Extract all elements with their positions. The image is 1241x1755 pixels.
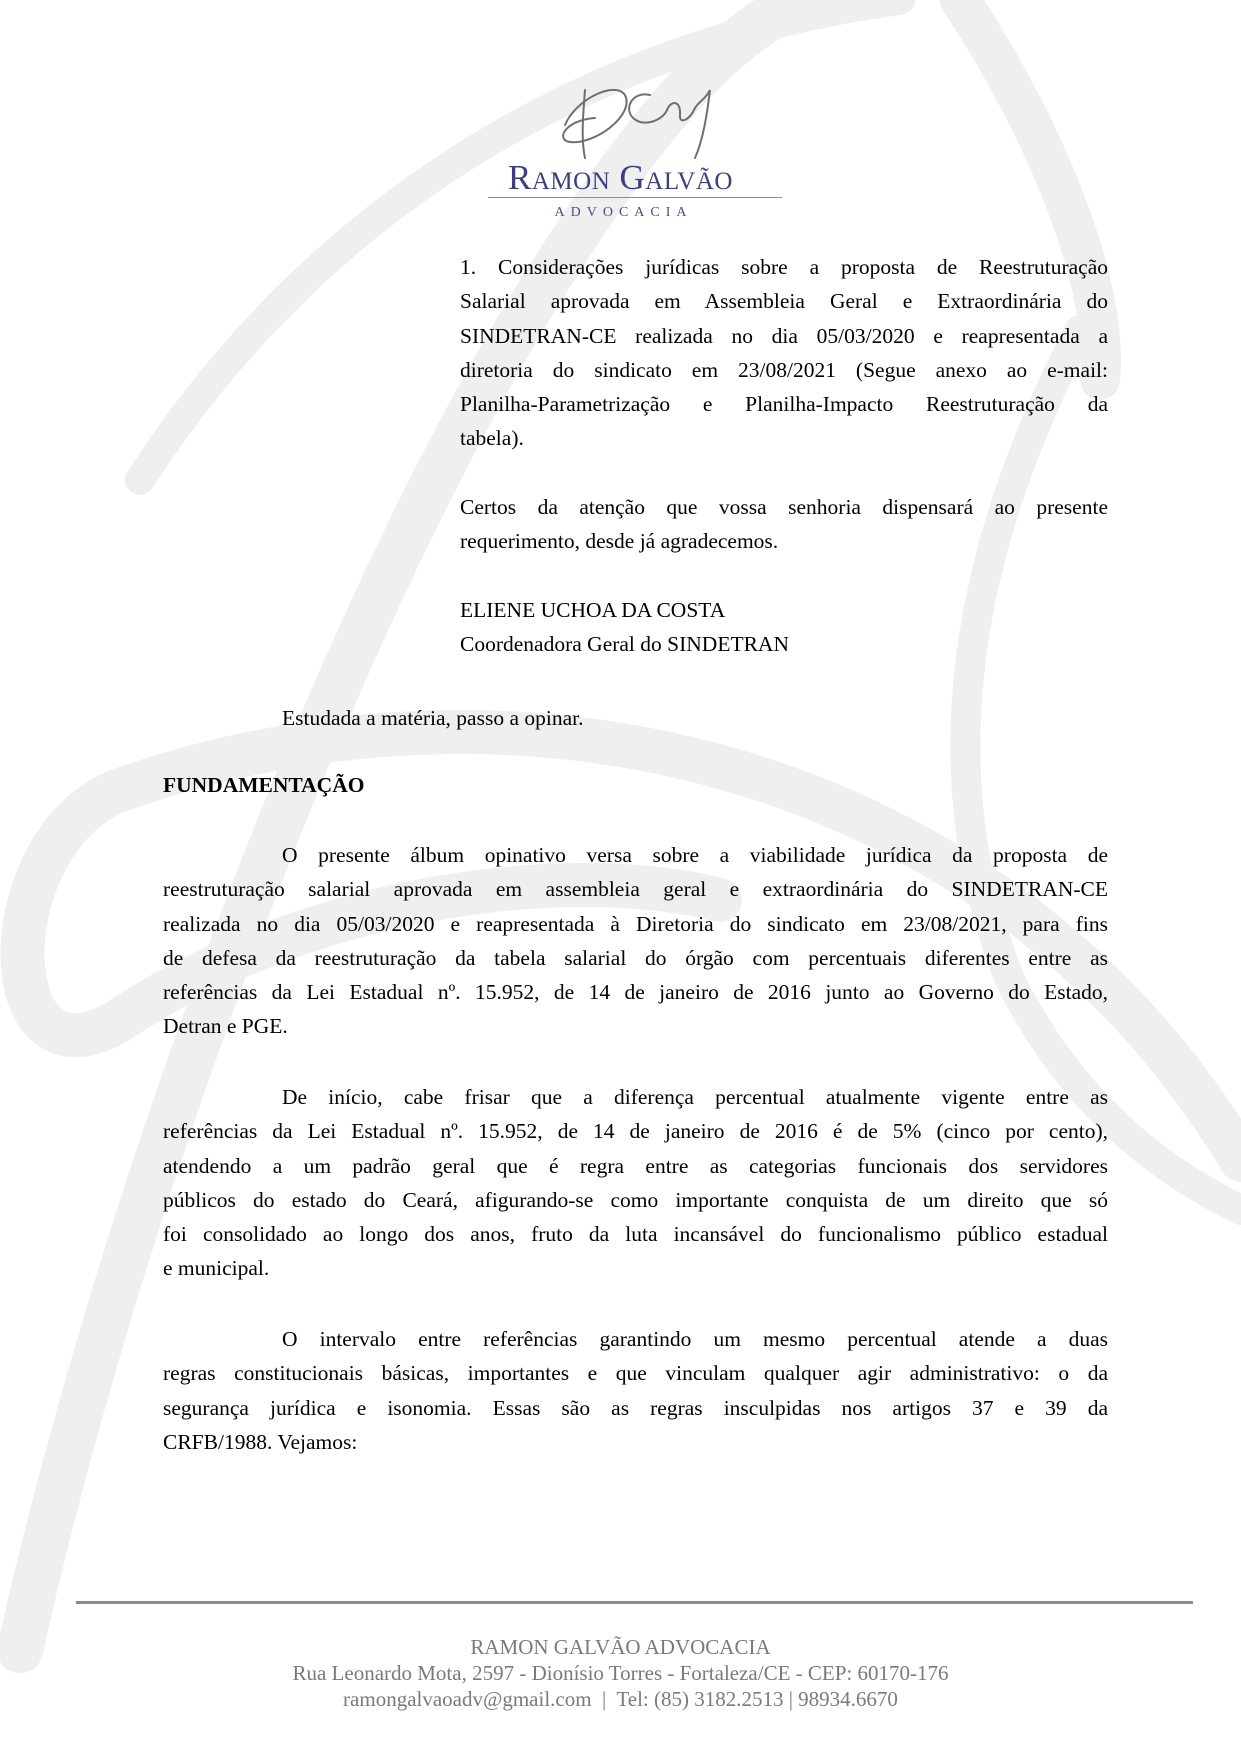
signature-mark xyxy=(555,70,725,160)
text-line: Detran e PGE. xyxy=(163,1014,288,1039)
quoted-paragraph-2 xyxy=(460,490,1108,559)
text-line: públicos do estado do Ceará, afigurando-se como importante conquista de um direito que só xyxy=(163,1187,1108,1212)
body-paragraph-3 xyxy=(163,1322,1108,1459)
text-line: O intervalo entre referências garantindo um mesmo percentual atende a duas xyxy=(282,1327,1108,1351)
text-line: referências da Lei Estadual nº. 15.952, de 14 de janeiro de 2016 é de 5% (cinco por cento), xyxy=(163,1119,1108,1144)
text-line: atendendo a um padrão geral que é regra entre as categorias funcionais dos servidores xyxy=(163,1153,1108,1178)
section-title: FUNDAMENTAÇÃO xyxy=(163,773,365,797)
text-line: CRFB/1988. Vejamos: xyxy=(163,1429,358,1454)
text-line: regras constitucionais básicas, importantes e que vinculam qualquer agir administrativo: o da xyxy=(163,1361,1108,1386)
text-line: e municipal. xyxy=(163,1256,270,1281)
text-line: tabela). xyxy=(460,426,524,451)
footer-contact: ramongalvaoadv@gmail.com | Tel: (85) 3182.2513 | 98934.6670 xyxy=(343,1687,898,1711)
body-paragraph-2 xyxy=(163,1080,1108,1286)
text-line: requerimento, desde já agradecemos. xyxy=(460,529,779,554)
text-line: SINDETRAN-CE realizada no dia 05/03/2020 e reapresentada a xyxy=(460,323,1108,348)
signatory-name: ELIENE UCHOA DA COSTA xyxy=(460,597,726,622)
text-line: Planilha-Parametrização e Planilha-Impacto Reestruturação da xyxy=(460,392,1108,417)
text-line: de defesa da reestruturação da tabela salarial do órgão com percentuais diferentes entre as xyxy=(163,945,1108,970)
quoted-paragraph-1 xyxy=(460,250,1108,456)
logo-name: Ramon Galvão xyxy=(508,158,733,197)
logo-subtitle: ADVOCACIA xyxy=(554,205,693,220)
footer xyxy=(0,1634,1241,1712)
text-line: foi consolidado ao longo dos anos, fruto da luta incansável do funcionalismo público estadual xyxy=(163,1222,1108,1247)
footer-firm-name: RAMON GALVÃO ADVOCACIA xyxy=(470,1635,771,1659)
body-paragraph-1 xyxy=(163,838,1108,1044)
text-line: Certos da atenção que vossa senhoria dispensará ao presente xyxy=(460,495,1108,520)
text-line: 1. Considerações jurídicas sobre a proposta de Reestruturação xyxy=(460,255,1108,279)
intro-sentence: Estudada a matéria, passo a opinar. xyxy=(282,706,584,730)
text-line: O presente álbum opinativo versa sobre a viabilidade jurídica da proposta de xyxy=(282,843,1108,867)
text-line: Salarial aprovada em Assembleia Geral e Extraordinária do xyxy=(460,289,1108,314)
text-line: De início, cabe frisar que a diferença percentual atualmente vigente entre as xyxy=(282,1085,1108,1109)
signatory-role: Coordenadora Geral do SINDETRAN xyxy=(460,632,789,657)
footer-address: Rua Leonardo Mota, 2597 - Dionísio Torres - Fortaleza/CE - CEP: 60170-176 xyxy=(292,1661,949,1685)
text-line: segurança jurídica e isonomia. Essas são as regras insculpidas nos artigos 37 e 39 da xyxy=(163,1395,1108,1420)
logo-divider xyxy=(488,197,782,198)
quoted-request xyxy=(460,250,1108,662)
footer-divider xyxy=(76,1601,1193,1604)
text-line: realizada no dia 05/03/2020 e reapresentada à Diretoria do sindicato em 23/08/2021, para fins xyxy=(163,911,1108,936)
text-line: diretoria do sindicato em 23/08/2021 (Segue anexo ao e-mail: xyxy=(460,357,1108,382)
text-line: referências da Lei Estadual nº. 15.952, de 14 de janeiro de 2016 junto ao Governo do Estado, xyxy=(163,980,1108,1005)
text-line: reestruturação salarial aprovada em assembleia geral e extraordinária do SINDETRAN-CE xyxy=(163,877,1108,902)
